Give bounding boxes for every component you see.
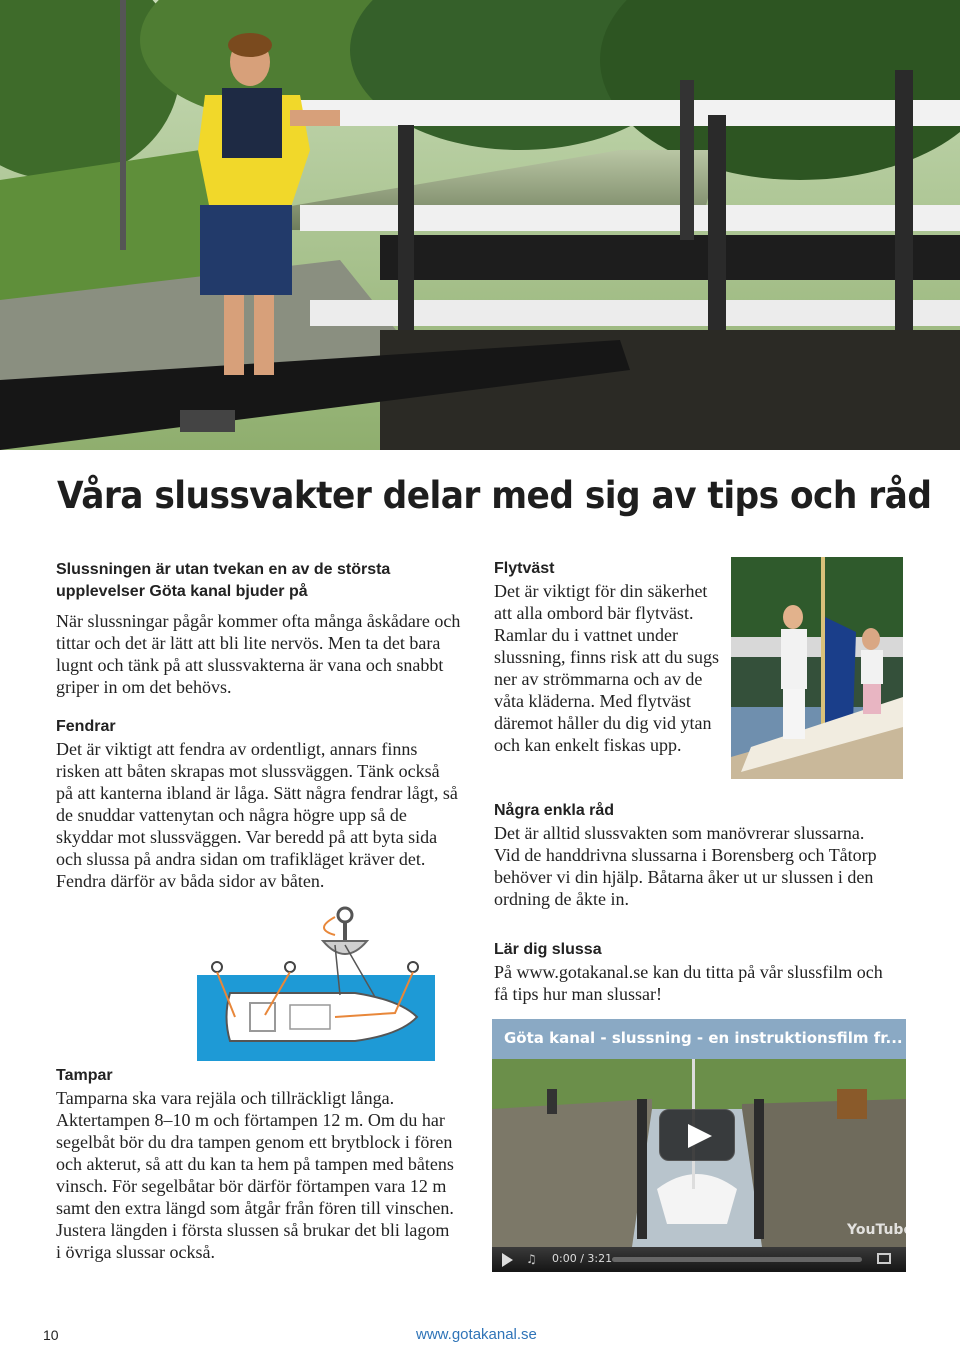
video-controls (492, 1247, 906, 1272)
volume-icon[interactable]: ♫ (526, 1252, 537, 1266)
footer-url-link[interactable]: www.gotakanal.se (416, 1326, 537, 1343)
fendrar-body: Det är viktigt att fendra av ordentligt, annars finns risken att båten skrapas mot slussväggen. Tänk också på att kanterna ibland är låga. Sätt några fendrar lågt, så de snuddar vattenytan och några högre upp så de skyddar mot slussväggen. Var beredd på att byta sida och slussa på andra sidan om trafikläget kräver det. Fendra därför av båda sidor av båten. (56, 739, 458, 891)
mooring-diagram (195, 905, 437, 1063)
lar-dig-heading: Lär dig slussa (494, 941, 602, 958)
flytvast-heading: Flytväst (494, 560, 555, 577)
life-jacket-photo (731, 557, 903, 779)
video-player[interactable] (492, 1019, 913, 1272)
flytvast-body: Det är viktigt för din säkerhet att alla ombord bär flytväst. Ramlar du i vattnet under slussning, finns risk att du sugs ner av strömmarna och av de våta kläderna. Med flytväst däremot håller du dig vid ytan och kan enkelt fiskas upp. (494, 581, 720, 755)
fendrar-heading: Fendrar (56, 718, 116, 735)
fullscreen-icon[interactable] (877, 1253, 891, 1264)
control-play-icon[interactable] (502, 1253, 513, 1267)
lar-dig-body: På www.gotakanal.se kan du titta på vår slussfilm och få tips hur man slussar! (494, 962, 883, 1004)
page-title: Våra slussvakter delar med sig av tips och råd (57, 474, 932, 517)
enkla-rad-heading: Några enkla råd (494, 802, 615, 819)
intro-body: När slussningar pågår kommer ofta många åskådare och tittar och det är lätt att bli lite nervös. Men ta det bara lugnt och tänk på att slussvakterna är vana och snabbt griper in om det behövs. (56, 611, 461, 697)
hero-photo (0, 0, 960, 450)
youtube-logo: YouTube (847, 1222, 913, 1238)
video-time: 0:00 / 3:21 (552, 1252, 613, 1265)
tampar-body: Tamparna ska vara rejäla och tillräckligt långa. Aktertampen 8–10 m och förtampen 12 m. Om du har segelbåt bör du dra tampen genom ett brytblock i fören och akterut, så att du kan ta hem på tampen med båtens vinsch. För segelbåtar bör därför förtampen vara 12 m samt den extra längd som åtgår från fören till vinschen. Justera längden i första slussen så brukar det bli lagom i övriga slussar också. (56, 1088, 454, 1262)
page-number: 10 (43, 1327, 59, 1343)
intro-heading: Slussningen är utan tvekan en av de största upplevelser Göta kanal bjuder på (56, 561, 391, 600)
play-button[interactable] (659, 1109, 735, 1161)
video-progress-bar[interactable] (612, 1257, 862, 1262)
tampar-heading: Tampar (56, 1067, 113, 1084)
enkla-rad-body: Det är alltid slussvakten som manövrerar slussarna. Vid de handdrivna slussarna i Borensberg och Tåtorp behöver vi din hjälp. Båtarna åker ut ur slussen i den ordning de åkte in. (494, 823, 877, 909)
video-title: Göta kanal - slussning - en instruktionsfilm fr... (504, 1029, 903, 1047)
